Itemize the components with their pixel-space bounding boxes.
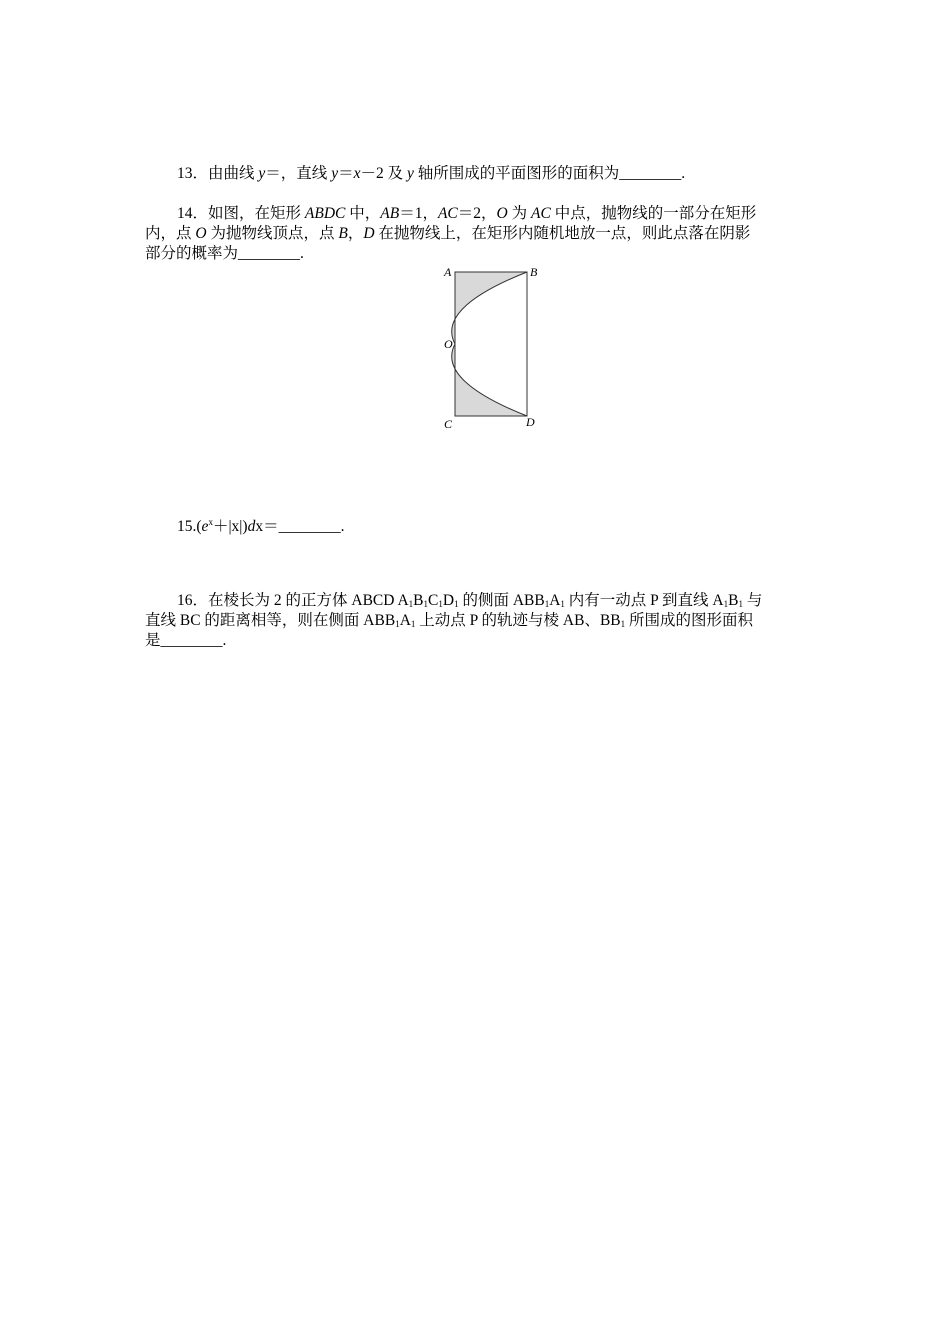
question-14-line-2: 内，点 O 为抛物线顶点，点 B，D 在抛物线上，在矩形内随机地放一点，则此点落在阴影 — [145, 225, 751, 242]
label-b: B — [530, 265, 538, 279]
question-16-line-2: 直线 BC 的距离相等，则在侧面 $ABB_1A_1$ 上动点 P 的轨迹与棱 AB、$BB_1$ 所围成的图形面积 — [145, 612, 754, 629]
label-c: C — [444, 417, 453, 431]
q13-number: 13． — [177, 165, 209, 182]
label-a: A — [444, 265, 452, 279]
label-d: D — [526, 415, 535, 429]
question-14-line-3: 部分的概率为________. — [145, 245, 304, 262]
q15-number: 15. — [177, 518, 197, 535]
q16-number: 16． — [177, 592, 209, 609]
label-o: O — [444, 337, 453, 351]
shaded-region — [452, 272, 527, 416]
q14-number: 14． — [177, 205, 209, 222]
question-16-line-1: 16．在棱长为 2 的正方体 ABCD $A_1B_1C_1D_1$ 的侧面 $ABB_1A_1$ 内有一动点 P 到直线 $A_1B_1$ 与 — [177, 592, 763, 609]
parabola-rectangle-figure — [436, 262, 546, 434]
question-15: $15.(e^x+|x|)dx=\_\_\_\_\_\_\_\_$. — [177, 517, 345, 535]
question-13: 13．由曲线 y＝，直线 y＝x－2 及 y 轴所围成的平面图形的面积为________. — [177, 165, 686, 182]
question-14-line-1: 14．如图，在矩形 ABDC 中，AB＝1，AC＝2，O 为 AC 中点，抛物线的一部分在矩形 — [177, 205, 757, 222]
question-16-line-3: 是________. — [145, 632, 227, 649]
